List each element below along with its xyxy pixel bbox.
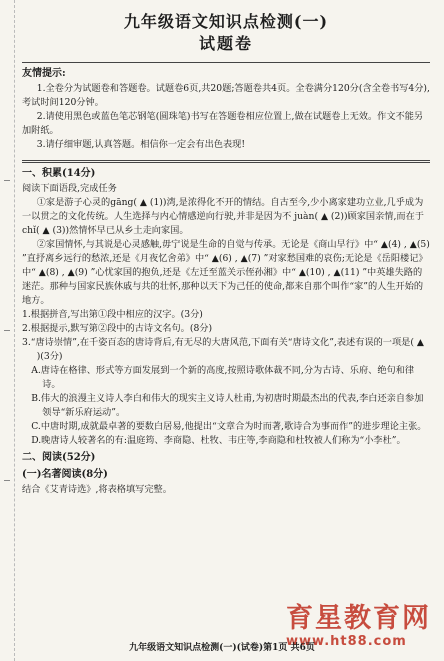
tips-heading: 友情提示: (22, 68, 66, 79)
question: 1.根据拼音,写出第①段中相应的汉字。(3分) (22, 309, 203, 320)
tip-item: 1.全卷分为试题卷和答题卷。试题卷6页,共20题;答题卷共4页。全卷满分120分(含全卷书写4分),考试时间120分钟。 (22, 83, 430, 108)
answer-option: C.中唐时期,成就最卓著的要数白居易,他提出“文章合为时而著,歌诗合为事而作”的进步理论主张。 (31, 421, 427, 432)
page-footer: 九年级语文知识点检测(一)(试卷)第1页 共6页 (129, 643, 315, 653)
passage-paragraph: ②家国情怀,与其说是心灵感触,毋宁说是生命的自觉与传承。无论是《商山早行》中“ ▲(4) , ▲(5) ”直抒离乡远行的愁浓,还是《月夜忆舍弟》中“ ▲(6) , ▲(7) ”对家愁国难的哀伤;无论是《岳阳楼记》中“ ▲(8) , ▲(9) ”心忧家国的抱负,还是《左迁至蓝关示侄孙湘》中“ ▲(10) , ▲(11) ”中英雄失路的迷茫。那种与国家民族休戚与共的壮怀,那种以天下为己任的使命,都来自那个叫作“家”的人生开始的地方。 (22, 239, 430, 306)
tip-item: 2.请使用黑色或蓝色笔芯钢笔(圆珠笔)书写在答题卷相应位置上,做在试题卷上无效。作文不能另加附纸。 (22, 111, 424, 136)
section-heading: 一、积累(14分) (22, 168, 96, 179)
watermark-url: www.ht88.com (286, 634, 407, 649)
watermark-text: 育星教育网 (286, 603, 431, 634)
instruction: 结合《艾青诗选》,将表格填写完整。 (22, 484, 172, 495)
question: 2.根据提示,默写第②段中的古诗文名句。(8分) (22, 323, 213, 334)
page-subtitle: 试题卷 (198, 34, 253, 53)
question: 3.“唐诗崇情”,在千姿百态的唐诗背后,有无尽的大唐风范,下面有关“唐诗文化”,表述有误的一项是( ▲ )(3分) (22, 337, 424, 362)
divider (22, 160, 430, 163)
answer-option: B.伟大的浪漫主义诗人李白和伟大的现实主义诗人杜甫,为初唐时期最杰出的代表,李白还亲自参加领导“新乐府运动”。 (31, 393, 424, 418)
section-heading: 二、阅读(52分) (22, 452, 96, 463)
divider (22, 62, 430, 63)
answer-option: A.唐诗在格律、形式等方面发展到一个新的高度,按照诗歌体裁不同,分为古诗、乐府、绝句和律诗。 (31, 365, 415, 390)
tip-item: 3.请仔细审题,认真答题。相信你一定会有出色表现! (36, 139, 246, 150)
passage-paragraph: ①家是游子心灵的gāng( ▲ (1))湾,是浓得化不开的情结。自古至今,少小离家建功立业,几乎成为一以贯之的文化传统。人生选择与内心情感逆向行驶,并非是因为不 juàn( ▲ (2))顾家国亲情,而在于chǐ( ▲ (3))然情怀早已从乡土走向家国。 (22, 197, 424, 236)
section-intro: 阅读下面语段,完成任务 (22, 183, 117, 194)
subsection-heading: (一)名著阅读(8分) (22, 469, 108, 480)
page-title: 九年级语文知识点检测(一) (123, 12, 329, 31)
answer-option: D.晚唐诗人较著名的有:温庭筠、李商隐、杜牧、韦庄等,李商隐和杜牧被人们称为“小李杜”。 (31, 435, 406, 446)
